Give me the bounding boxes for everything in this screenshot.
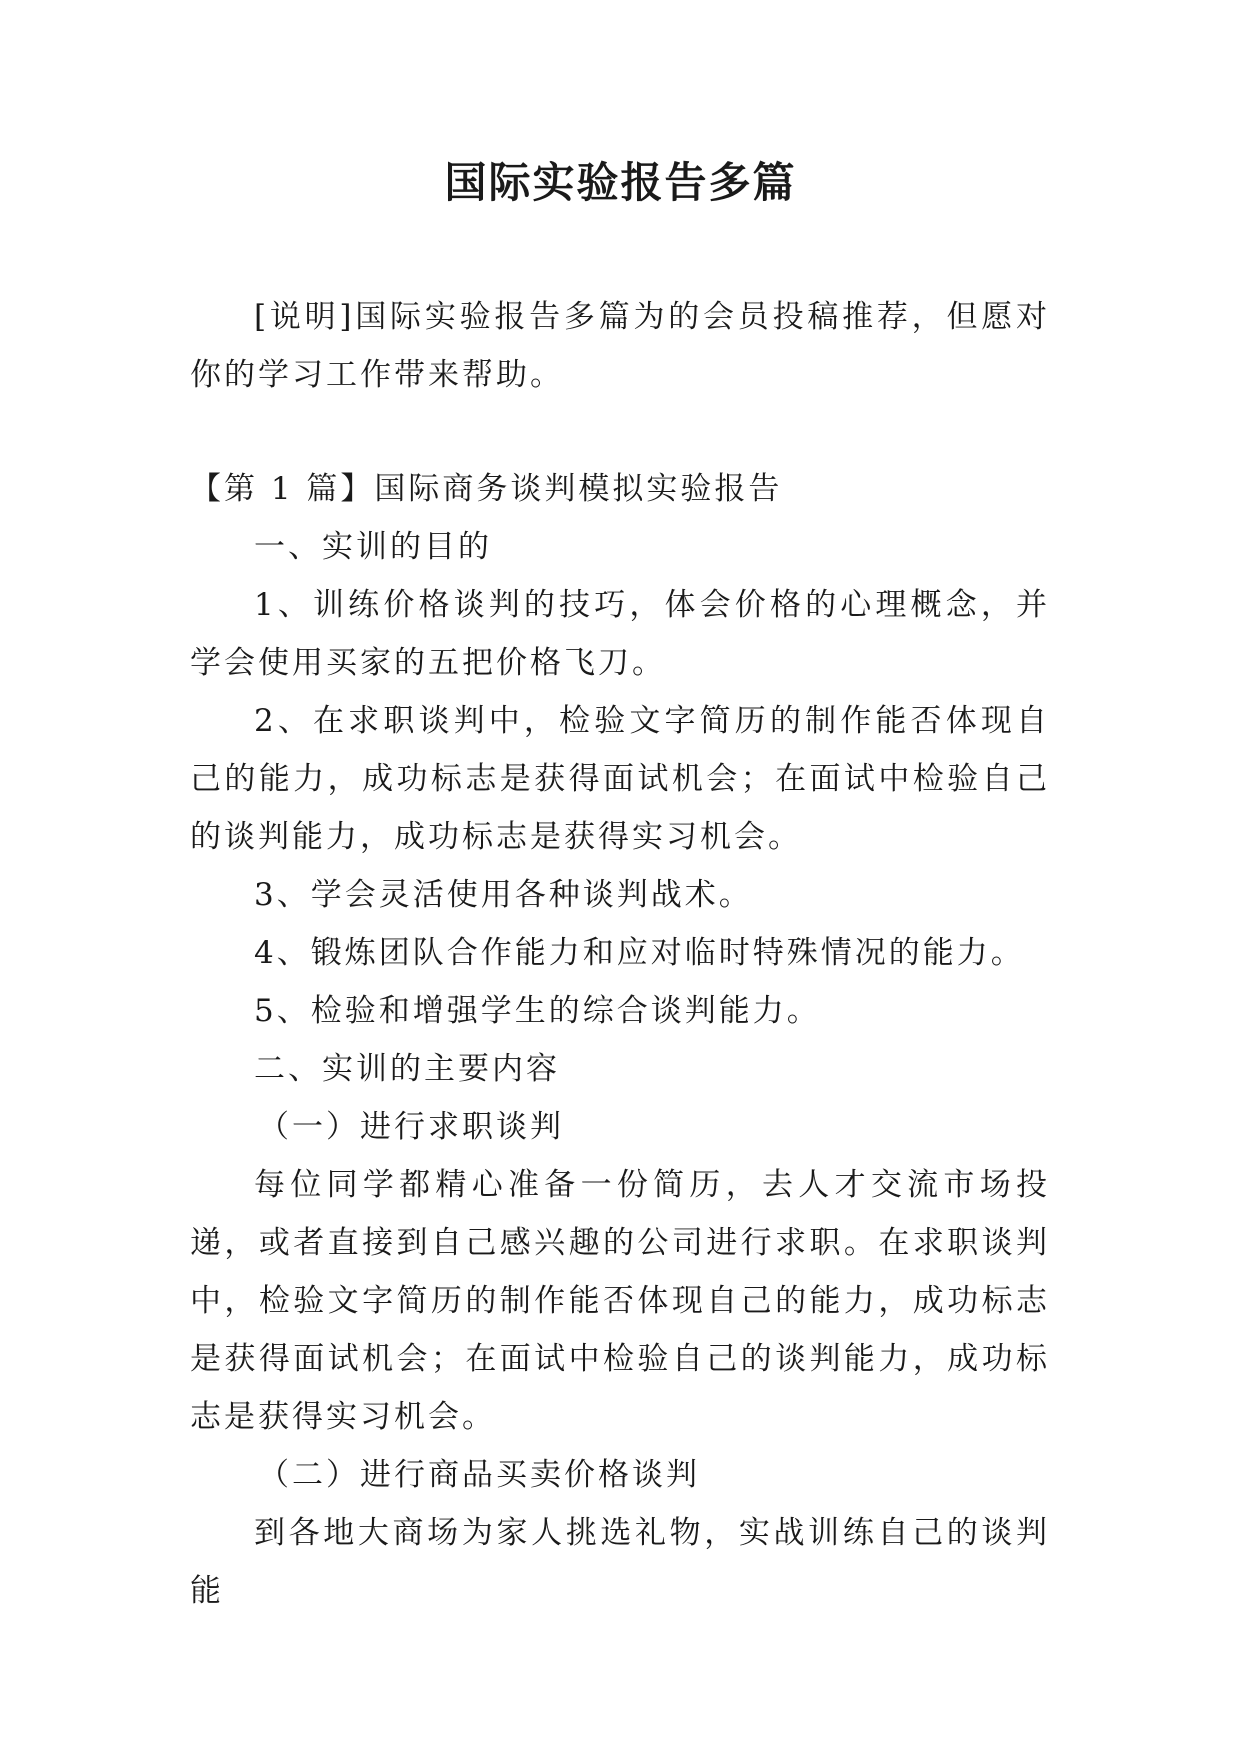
objective-item-4: 4、锻炼团队合作能力和应对临时特殊情况的能力。 (254, 935, 1025, 971)
document-title: 国际实验报告多篇 (444, 158, 797, 207)
objective-item-5: 5、检验和增强学生的综合谈判能力。 (254, 993, 821, 1029)
section-block (190, 460, 1050, 1620)
heading-main-content: 二、实训的主要内容 (254, 1051, 560, 1087)
intro-block (190, 288, 1050, 404)
objective-item-2: 2、在求职谈判中，检验文字简历的制作能否体现自己的能力，成功标志是获得面试机会；在面试中检验自己的谈判能力，成功标志是获得实习机会。 (190, 703, 1050, 855)
subheading-job-negotiation: （一）进行求职谈判 (258, 1109, 564, 1145)
objective-item-3: 3、学会灵活使用各种谈判战术。 (254, 877, 753, 913)
objective-item-1: 1、训练价格谈判的技巧，体会价格的心理概念，并学会使用买家的五把价格飞刀。 (190, 587, 1050, 681)
section-heading: 【第 1 篇】国际商务谈判模拟实验报告 (190, 471, 783, 507)
intro-paragraph: [说明]国际实验报告多篇为的会员投稿推荐，但愿对你的学习工作带来帮助。 (190, 299, 1050, 393)
heading-objectives: 一、实训的目的 (254, 529, 492, 565)
subheading-price-negotiation: （二）进行商品买卖价格谈判 (258, 1457, 700, 1493)
paragraph-price-negotiation: 到各地大商场为家人挑选礼物，实战训练自己的谈判能 (190, 1515, 1050, 1609)
paragraph-job-negotiation: 每位同学都精心准备一份简历，去人才交流市场投递，或者直接到自己感兴趣的公司进行求职。在求职谈判中，检验文字简历的制作能否体现自己的能力，成功标志是获得面试机会；在面试中检验自己的谈判能力，成功标志是获得实习机会。 (190, 1167, 1050, 1435)
